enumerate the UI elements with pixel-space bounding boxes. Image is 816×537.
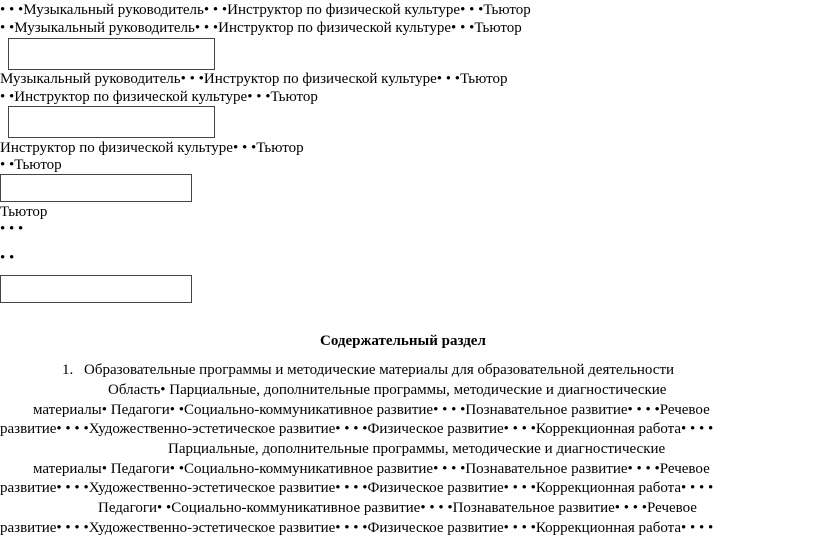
text-line-3: Музыкальный руководитель• • •Инструктор по физической культуре• • •Тьютор xyxy=(0,71,508,87)
text-line-7: Тьютор xyxy=(0,204,48,220)
text-line-8: • • • xyxy=(0,221,24,237)
text-line-2: • •Музыкальный руководитель• • •Инструктор по физической культуре• • •Тьютор xyxy=(0,20,522,36)
section-heading: Содержательный раздел xyxy=(320,333,486,349)
empty-box-1 xyxy=(8,38,215,70)
empty-box-3 xyxy=(0,174,192,202)
content-line-4: Парциальные, дополнительные программы, методические и диагностические xyxy=(168,441,666,457)
content-line-8: развитие• • • •Художественно-эстетическое развитие• • • •Физическое развитие• • • •Коррекционная работа• • • • xyxy=(0,520,714,536)
content-line-6: развитие• • • •Художественно-эстетическое развитие• • • •Физическое развитие• • • •Коррекционная работа• • • • xyxy=(0,480,714,496)
text-line-6: • •Тьютор xyxy=(0,157,62,173)
list-item-title: Образовательные программы и методические материалы для образовательной деятельности xyxy=(84,362,675,378)
list-item-number: 1. xyxy=(62,362,74,378)
empty-box-2 xyxy=(8,106,215,138)
text-line-5: Инструктор по физической культуре• • •Тьютор xyxy=(0,140,304,156)
text-line-4: • •Инструктор по физической культуре• • •Тьютор xyxy=(0,89,318,105)
text-line-1: • • •Музыкальный руководитель• • •Инструктор по физической культуре• • •Тьютор xyxy=(0,2,531,18)
content-line-5: материалы• Педагоги• •Социально-коммуникативное развитие• • • •Познавательное развитие• • • •Речевое xyxy=(33,461,710,477)
content-line-7: Педагоги• •Социально-коммуникативное развитие• • • •Познавательное развитие• • • •Речевое xyxy=(98,500,697,516)
content-line-2: материалы• Педагоги• •Социально-коммуникативное развитие• • • •Познавательное развитие• • • •Речевое xyxy=(33,402,710,418)
text-line-9: • • xyxy=(0,250,15,266)
content-line-1: Область• Парциальные, дополнительные программы, методические и диагностические xyxy=(108,382,667,398)
content-line-3: развитие• • • •Художественно-эстетическое развитие• • • •Физическое развитие• • • •Коррекционная работа• • • • xyxy=(0,421,714,437)
empty-box-4 xyxy=(0,275,192,303)
